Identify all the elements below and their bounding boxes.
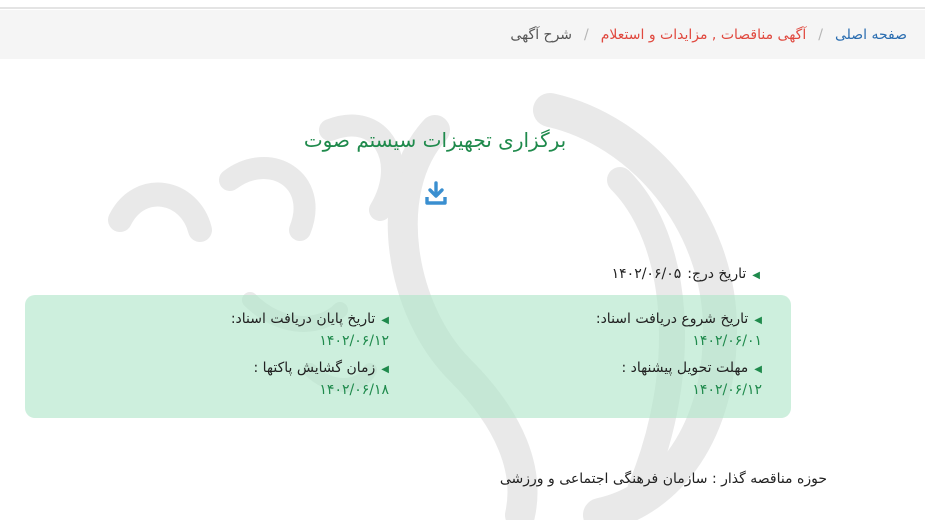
arrow-left-icon: ◀ <box>752 270 760 281</box>
arrow-left-icon: ◀ <box>754 315 762 326</box>
breadcrumb-tenders-link[interactable]: آگهی مناقصات , مزایدات و استعلام <box>600 26 807 43</box>
doc-start-field <box>596 311 762 349</box>
doc-end-value: ۱۴۰۲/۰۶/۱۲ <box>319 333 389 349</box>
breadcrumb-current: شرح آگهی <box>510 26 573 43</box>
doc-end-label: تاریخ پایان دریافت اسناد: <box>230 311 376 327</box>
opening-field <box>253 360 389 398</box>
tender-title: برگزاری تجهیزات سیستم صوت <box>303 128 567 152</box>
submission-value: ۱۴۰۲/۰۶/۱۲ <box>692 382 762 398</box>
arrow-left-icon: ◀ <box>381 364 389 375</box>
arrow-left-icon: ◀ <box>381 315 389 326</box>
breadcrumb-home-link[interactable]: صفحه اصلی <box>834 26 907 43</box>
breadcrumb-separator: / <box>584 26 589 43</box>
arrow-left-icon: ◀ <box>754 364 762 375</box>
doc-end-field <box>231 311 389 349</box>
organizer-text: حوزه مناقصه گذار : سازمان فرهنگی اجتماعی و ورزشی <box>499 471 827 487</box>
top-divider <box>0 7 925 9</box>
breadcrumb-separator: / <box>818 26 823 43</box>
insert-date-value: ۱۴۰۲/۰۶/۰۵ <box>611 266 682 282</box>
breadcrumb <box>0 10 925 59</box>
download-icon[interactable] <box>424 181 448 207</box>
opening-value: ۱۴۰۲/۰۶/۱۸ <box>319 382 389 398</box>
submission-label: مهلت تحویل پیشنهاد : <box>621 360 749 376</box>
doc-start-value: ۱۴۰۲/۰۶/۰۱ <box>692 333 762 349</box>
insert-date <box>612 266 760 282</box>
opening-label: زمان گشایش پاکتها : <box>253 360 376 376</box>
doc-start-label: تاریخ شروع دریافت اسناد: <box>595 311 749 327</box>
submission-field <box>621 360 762 398</box>
insert-date-label: تاریخ درج: <box>687 266 747 282</box>
